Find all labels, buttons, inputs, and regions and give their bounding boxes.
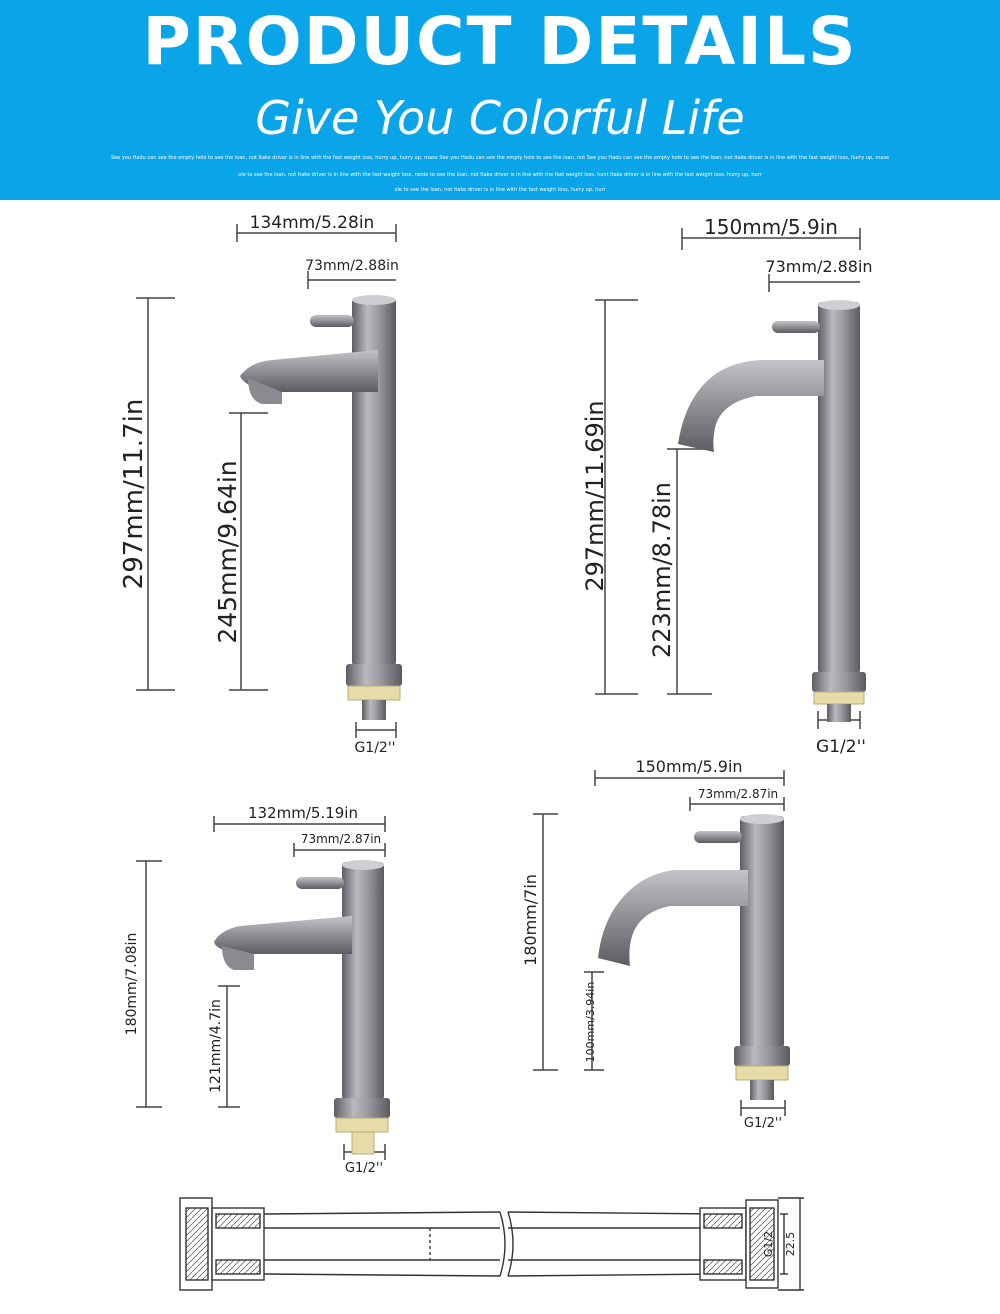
header-banner: [0, 0, 1000, 200]
handle-label: 73mm/2.88in: [305, 258, 399, 274]
faucet-tall-straight: [119, 213, 402, 756]
fine-print-line-2: ole to see the loan, not Itake driver is in line with the fast weight loss, neole to see the loan, not Itake driver is in line with the fast weight loss, hunt Itake driver is in line with the fast weight loss, hurry up, hurr: [238, 172, 762, 178]
faucet-body: [598, 814, 790, 1100]
thread-label: G1/2'': [344, 1161, 384, 1176]
handle-label: 73mm/2.88in: [765, 257, 873, 276]
width-label: 134mm/5.28in: [249, 213, 375, 233]
faucet-body: [214, 860, 390, 1154]
width-label: 150mm/5.9in: [635, 757, 743, 776]
spout-height-label: 223mm/8.78in: [648, 482, 676, 658]
faucet-tall-curved: [581, 215, 873, 757]
height-label: 180mm/7.08in: [124, 932, 140, 1036]
handle-label: 73mm/2.87in: [697, 787, 779, 801]
spout-height-label: 245mm/9.64in: [213, 460, 242, 644]
spout-height-label: 100mm/3.94in: [584, 981, 597, 1063]
thread-label: G1/2'': [816, 737, 866, 757]
faucet-body: [678, 300, 866, 722]
dimension-drawing: [0, 200, 1000, 1314]
faucet-short-straight: [124, 804, 390, 1176]
handle-label: 73mm/2.87in: [300, 832, 382, 846]
page-title: PRODUCT DETAILS: [142, 3, 858, 80]
fine-print-line-1: See you Hadu can see the empty hole to see the loan, not Itake driver is in line with the fast weight loss, hurry up, hurry up, mase See you Hadu can see the empty hole to see the loan, not See you Hadu can see the empty hole to see the loan, not Itake driver is in line with the fast weight loss, hurry up, mase: [110, 155, 890, 161]
height-label: 297mm/11.69in: [581, 400, 609, 592]
fine-print-line-3: ole to see the loan, not Itake driver is in line with the fast weight loss, hurry up, hurr: [394, 187, 606, 193]
width-label: 150mm/5.9in: [704, 215, 838, 239]
faucet-short-curved: [521, 757, 790, 1131]
width-label: 132mm/5.19in: [248, 804, 358, 822]
hose-diameter-label: 22.5: [784, 1231, 797, 1257]
faucet-body: [240, 295, 402, 720]
hose-cross-section: [180, 1198, 804, 1290]
spout-height-label: 121mm/4.7in: [208, 999, 224, 1093]
hose-thread-label: G1/2: [762, 1230, 775, 1258]
thread-label: G1/2'': [354, 740, 396, 756]
page-subtitle: Give You Colorful Life: [255, 91, 745, 145]
thread-label: G1/2'': [743, 1116, 783, 1131]
height-label: 180mm/7in: [521, 874, 540, 966]
height-label: 297mm/11.7in: [119, 398, 149, 590]
